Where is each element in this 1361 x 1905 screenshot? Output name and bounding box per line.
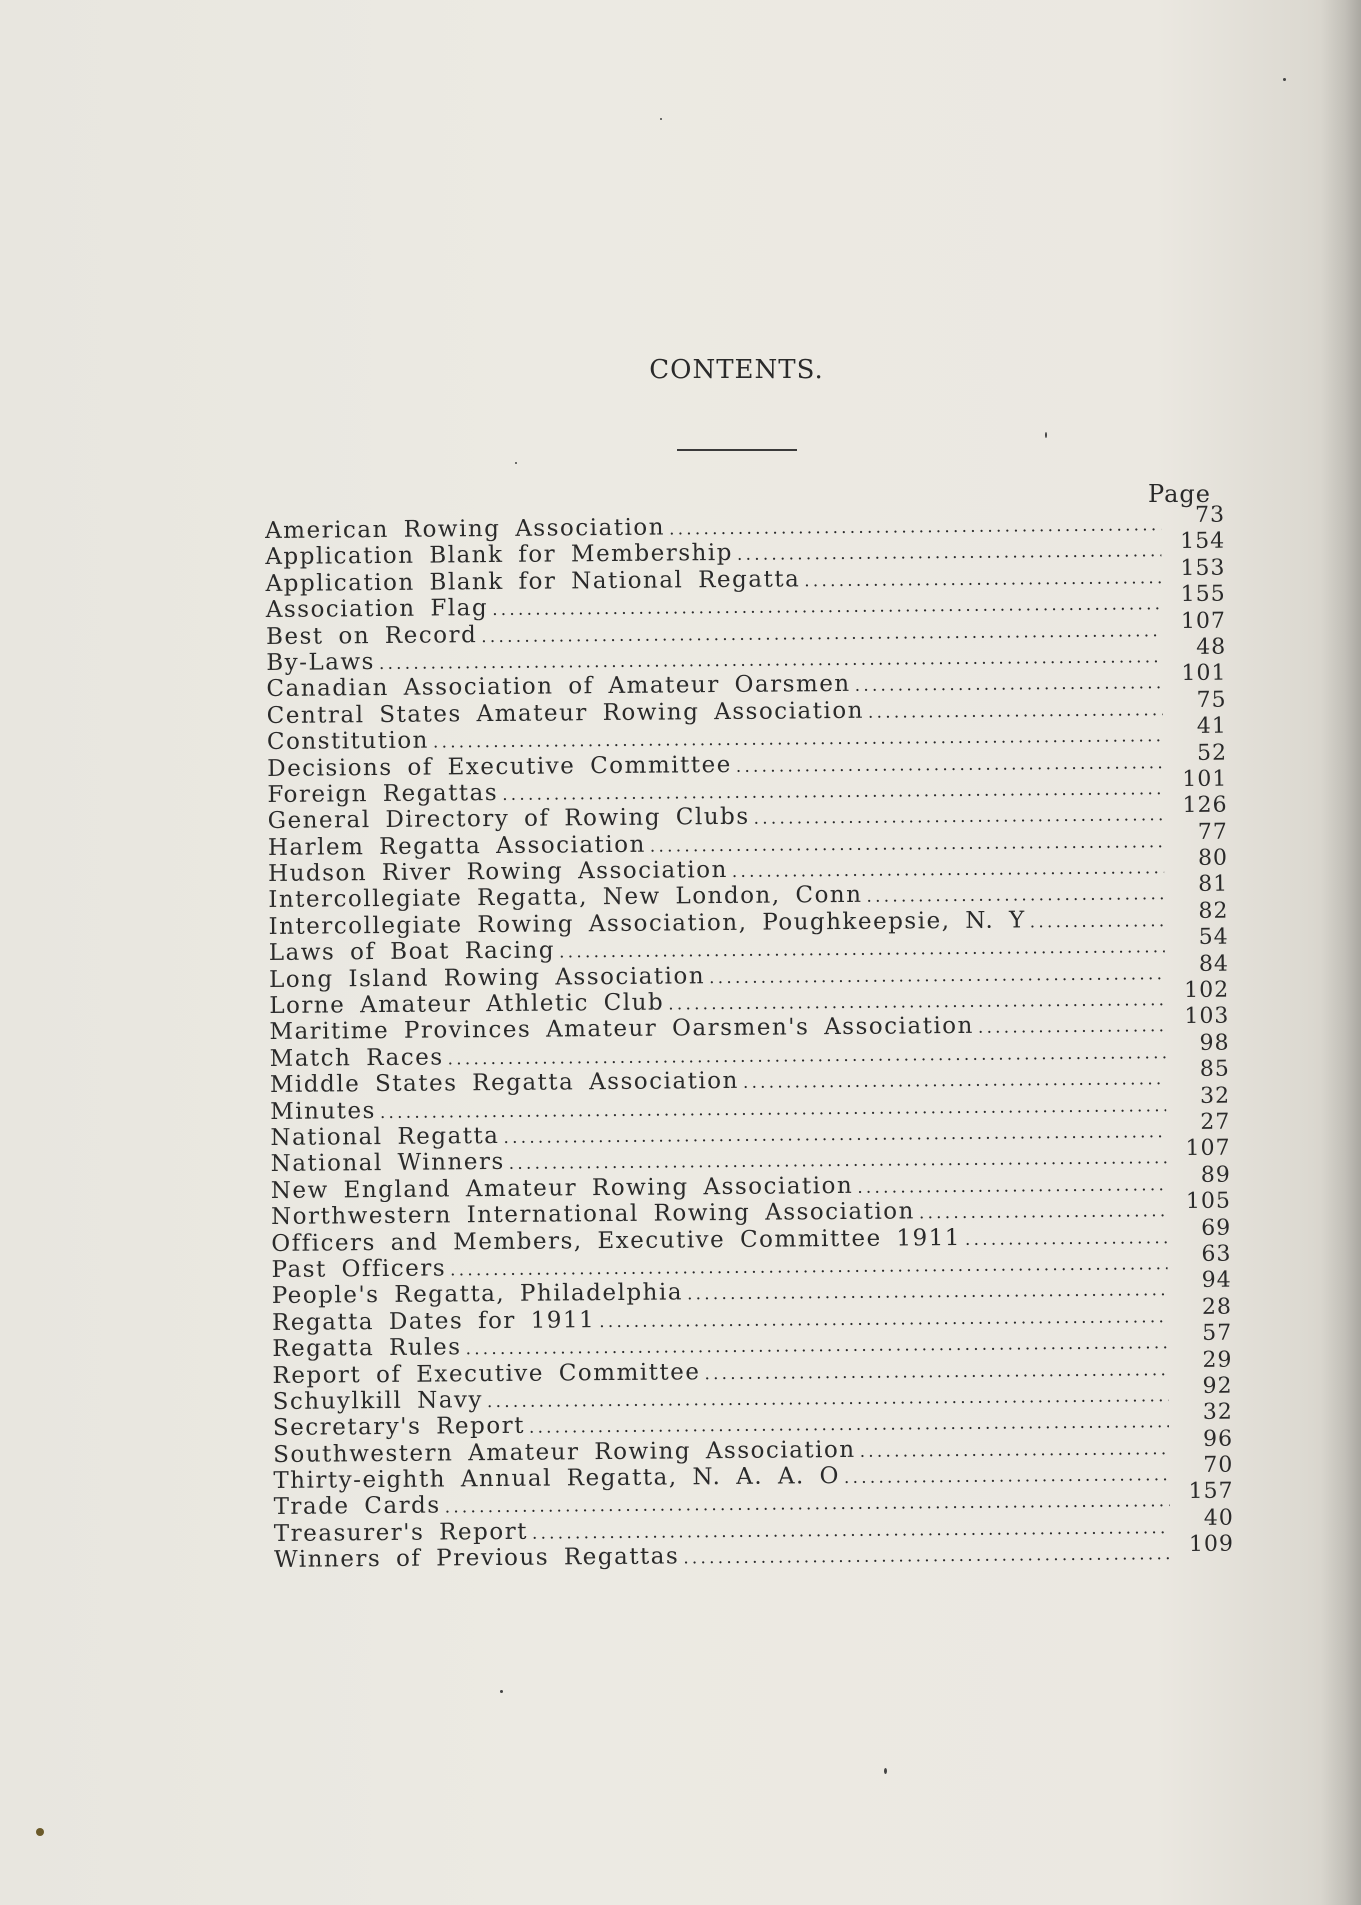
toc-leader-dots bbox=[857, 1175, 1167, 1198]
toc-entry-page-number: 69 bbox=[1201, 1215, 1232, 1241]
toc-entry-page-number: 48 bbox=[1196, 634, 1227, 660]
table-of-contents bbox=[265, 502, 1235, 1574]
toc-entry-page-number: 101 bbox=[1181, 660, 1227, 687]
toc-entry-page-number: 32 bbox=[1202, 1399, 1233, 1426]
toc-entry-page-number: 80 bbox=[1197, 845, 1229, 871]
toc-entry-title: National Regatta bbox=[270, 1122, 500, 1151]
toc-entry-title: Thirty-eighth Annual Regatta, N. A. A. O bbox=[273, 1463, 841, 1495]
toc-entry-title: Hudson River Rowing Association bbox=[267, 857, 728, 888]
toc-leader-dots bbox=[844, 1465, 1170, 1488]
toc-entry-page-number: 109 bbox=[1188, 1531, 1235, 1558]
paper-speck bbox=[884, 1768, 887, 1774]
toc-entry-page-number: 27 bbox=[1200, 1109, 1231, 1135]
toc-leader-dots bbox=[743, 1069, 1166, 1093]
toc-entry-page-number: 107 bbox=[1180, 608, 1227, 634]
toc-entry-page-number: 85 bbox=[1199, 1056, 1230, 1083]
paper-speck bbox=[500, 1690, 503, 1693]
toc-entry-title: Decisions of Executive Committee bbox=[267, 751, 732, 782]
toc-entry-title: By-Laws bbox=[266, 648, 376, 676]
toc-entry-title: Report of Executive Committee bbox=[272, 1358, 701, 1389]
toc-entry-page-number: 89 bbox=[1200, 1162, 1231, 1188]
toc-entry-page-number: 96 bbox=[1202, 1426, 1234, 1452]
toc-entry-page-number: 103 bbox=[1184, 1004, 1230, 1030]
paper-speck bbox=[660, 118, 662, 120]
toc-leader-dots bbox=[868, 700, 1163, 723]
paper-speck bbox=[36, 1828, 44, 1836]
toc-leader-dots bbox=[668, 990, 1165, 1014]
toc-entry-title: New England Amateur Rowing Association bbox=[270, 1172, 854, 1204]
toc-entry-title: American Rowing Association bbox=[265, 514, 666, 544]
toc-entry-title: Intercollegiate Regatta, New London, Conn bbox=[268, 882, 863, 914]
toc-entry-title: Regatta Dates for 1911 bbox=[271, 1306, 596, 1336]
toc-entry-title: People's Regatta, Philadelphia bbox=[271, 1279, 684, 1310]
toc-entry-title: Regatta Rules bbox=[272, 1334, 462, 1363]
toc-entry-title: Application Blank for Membership bbox=[265, 540, 734, 571]
toc-entry-title: Central States Amateur Rowing Association bbox=[266, 697, 865, 729]
toc-entry-title: Association Flag bbox=[265, 595, 489, 624]
toc-entry-title: Past Officers bbox=[271, 1255, 447, 1283]
toc-leader-dots bbox=[669, 515, 1161, 539]
toc-entry-page-number: 40 bbox=[1203, 1505, 1234, 1531]
toc-leader-dots bbox=[683, 1544, 1170, 1568]
toc-leader-dots bbox=[978, 1017, 1166, 1039]
toc-entry-page-number: 29 bbox=[1202, 1347, 1233, 1373]
toc-entry-page-number: 102 bbox=[1184, 977, 1230, 1004]
toc-leader-dots bbox=[737, 542, 1162, 566]
toc-leader-dots bbox=[804, 568, 1161, 591]
toc-entry-page-number: 92 bbox=[1202, 1373, 1233, 1399]
toc-entry-title: Best on Record bbox=[265, 621, 478, 650]
toc-entry-page-number: 77 bbox=[1197, 819, 1228, 845]
toc-entry-title: Constitution bbox=[266, 727, 430, 756]
page-title: CONTENTS. bbox=[649, 355, 824, 385]
toc-entry-title: Intercollegiate Rowing Association, Poughkeepsie, N. Y bbox=[268, 907, 1026, 940]
toc-entry-title: Secretary's Report bbox=[272, 1413, 526, 1442]
toc-leader-dots bbox=[650, 832, 1164, 856]
toc-entry-title: Foreign Regattas bbox=[267, 779, 499, 808]
toc-entry-title: Long Island Rowing Association bbox=[268, 962, 706, 993]
toc-entry-page-number: 73 bbox=[1194, 502, 1226, 528]
toc-leader-dots bbox=[704, 1360, 1168, 1384]
paper-speck bbox=[1045, 432, 1047, 438]
toc-entry-title: Trade Cards bbox=[273, 1492, 441, 1521]
toc-entry-page-number: 57 bbox=[1202, 1320, 1233, 1346]
toc-entry-page-number: 98 bbox=[1199, 1030, 1230, 1056]
toc-leader-dots bbox=[965, 1228, 1167, 1250]
title-divider bbox=[677, 449, 797, 451]
toc-leader-dots bbox=[709, 964, 1165, 988]
toc-entry-page-number: 82 bbox=[1198, 898, 1229, 924]
toc-entry-page-number: 101 bbox=[1182, 766, 1228, 792]
toc-entry-page-number: 126 bbox=[1182, 792, 1228, 819]
toc-entry-page-number: 54 bbox=[1198, 924, 1229, 951]
toc-leader-dots bbox=[754, 805, 1164, 829]
toc-entry-title: Harlem Regatta Association bbox=[267, 831, 646, 861]
toc-entry-page-number: 28 bbox=[1201, 1294, 1233, 1320]
toc-entry-title: Lorne Amateur Athletic Club bbox=[269, 989, 665, 1020]
toc-entry-title: Application Blank for National Regatta bbox=[265, 566, 801, 597]
toc-entry-page-number: 155 bbox=[1180, 581, 1226, 608]
toc-leader-dots bbox=[866, 885, 1164, 908]
toc-entry-page-number: 41 bbox=[1196, 713, 1227, 740]
toc-entry-title: Southwestern Amateur Rowing Association bbox=[273, 1436, 856, 1468]
toc-leader-dots bbox=[855, 674, 1163, 697]
toc-entry-title: Canadian Association of Amateur Oarsmen bbox=[266, 671, 851, 703]
page-edge-shadow bbox=[1321, 0, 1361, 1905]
toc-entry-page-number: 157 bbox=[1188, 1479, 1234, 1505]
toc-entry-page-number: 75 bbox=[1196, 687, 1227, 713]
toc-leader-dots bbox=[687, 1280, 1168, 1304]
toc-entry-page-number: 32 bbox=[1199, 1083, 1231, 1109]
toc-entry-title: Treasurer's Report bbox=[273, 1518, 529, 1547]
toc-entry-page-number: 70 bbox=[1203, 1452, 1234, 1478]
toc-entry-page-number: 105 bbox=[1185, 1188, 1232, 1215]
toc-entry-title: Schuylkill Navy bbox=[272, 1387, 484, 1415]
toc-entry-title: Match Races bbox=[269, 1044, 444, 1072]
toc-entry-page-number: 52 bbox=[1196, 740, 1228, 766]
toc-leader-dots bbox=[736, 753, 1164, 777]
toc-entry-title: Northwestern International Rowing Association bbox=[270, 1198, 916, 1231]
paper-speck bbox=[1283, 78, 1286, 81]
toc-leader-dots bbox=[860, 1439, 1170, 1462]
toc-entry-title: Winners of Previous Regattas bbox=[273, 1543, 680, 1574]
toc-entry-page-number: 81 bbox=[1198, 872, 1229, 898]
paper-speck bbox=[515, 462, 517, 464]
toc-leader-dots bbox=[732, 858, 1164, 882]
page-column-label: Page bbox=[1148, 480, 1211, 508]
toc-entry-page-number: 153 bbox=[1180, 555, 1226, 581]
toc-entry-title: Maritime Provinces Amateur Oarsmen's Association bbox=[269, 1013, 975, 1046]
toc-entry-page-number: 94 bbox=[1201, 1267, 1232, 1294]
toc-entry-title: General Directory of Rowing Clubs bbox=[267, 804, 750, 835]
toc-entry-page-number: 154 bbox=[1180, 529, 1226, 555]
toc-entry-page-number: 63 bbox=[1201, 1241, 1232, 1267]
toc-entry-page-number: 107 bbox=[1185, 1135, 1231, 1162]
toc-entry-title: Middle States Regatta Association bbox=[269, 1068, 740, 1099]
toc-leader-dots bbox=[919, 1201, 1167, 1223]
toc-entry-title: Laws of Boat Racing bbox=[268, 937, 556, 967]
toc-entry-title: Minutes bbox=[270, 1097, 376, 1125]
toc-leader-dots bbox=[1030, 911, 1165, 932]
toc-entry-page-number: 84 bbox=[1198, 951, 1230, 977]
toc-entry-title: Officers and Members, Executive Committee 1911 bbox=[271, 1224, 962, 1257]
toc-entry-title: National Winners bbox=[270, 1149, 505, 1178]
